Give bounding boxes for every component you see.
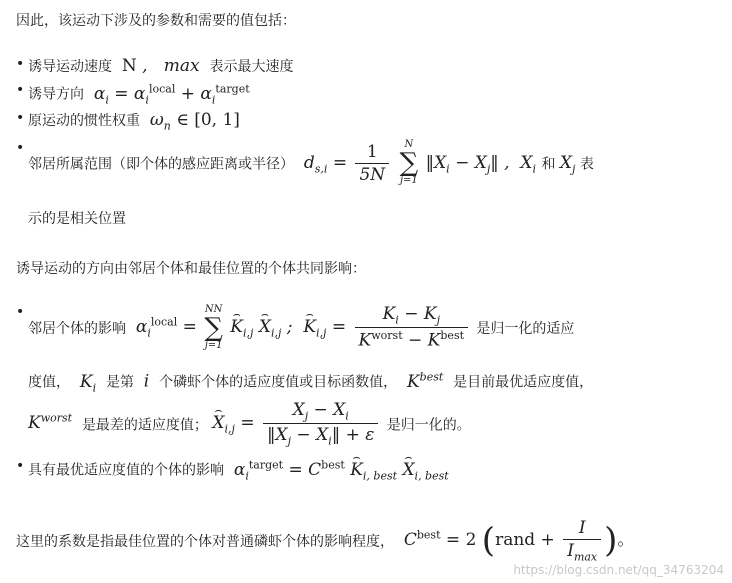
bullet-best bbox=[28, 458, 449, 482]
formula-target: $\alpha_i^{target} = C^{best}$ ⌢ $K_{i, best}$ ⌢ $X_{i, best}$ bbox=[228, 460, 448, 480]
bullet-range bbox=[28, 140, 594, 186]
bullet-direction bbox=[28, 82, 250, 106]
neighbor-cont1-d: 是目前最优适应度值， bbox=[453, 374, 594, 391]
formula-xhat: ⌢ $X_{i,j}$ = $\frac{X_j - X_i}{‖X_j - X_i‖ + \varepsilon}$ bbox=[212, 413, 386, 433]
bullet-direction-label: 诱导方向 bbox=[28, 86, 84, 103]
neighbor-cont1-b: 是第 bbox=[105, 374, 134, 391]
bullet-inertia-label: 原运动的惯性权重 bbox=[28, 113, 140, 129]
neighbor-cont1-a: 度值， bbox=[28, 374, 70, 391]
neighbor-cont2 bbox=[28, 400, 471, 448]
intro-text: 因此，该运动下涉及的参数和需要的值包括： bbox=[16, 13, 296, 29]
final-text: 这里的系数是指最佳位置的个体对普通磷虾个体的影响程度， bbox=[16, 534, 394, 551]
formula-d: $d_{s,i}$ = $\frac{1}{5N}$ N ∑ j=1 $‖X_i$ − $X_j‖$ , $X_i$ bbox=[298, 139, 537, 186]
bullet-speed-suffix: 表示最大速度 bbox=[209, 59, 294, 75]
bullet-range-cont: 示的是相关位置 bbox=[28, 211, 126, 227]
formula-cbest: $C^{best} = 2$ (rand + $\frac{I}{I_{max}}$ )。 bbox=[398, 518, 635, 564]
bullet-best-label: 具有最优适应度值的个体的影响 bbox=[28, 462, 224, 479]
watermark: https://blog.csdn.net/qq_34763204 bbox=[513, 563, 724, 577]
final-text-line bbox=[16, 518, 634, 563]
bullet-speed-label: 诱导运动速度 bbox=[28, 59, 112, 75]
formula-kworst: $K^{worst}$ bbox=[28, 411, 73, 434]
formula-local: $\alpha_i^{local}$ = NN ∑ j=1 ⌢ $K_{i,j}$ ⌢ $X_{i,j}$ ; ⌢ $K_{i,j}$ = $\frac{K_i - K_j}{K^{worst} - K^{best}}$ bbox=[130, 317, 476, 337]
section2-text: 诱导运动的方向由邻居个体和最佳位置的个体共同影响： bbox=[16, 261, 366, 277]
bullet-range-tail: 表 bbox=[579, 156, 594, 173]
bullet-neighbor-label: 邻居个体的影响 bbox=[28, 321, 126, 338]
bullet-range-and: 和 bbox=[541, 156, 556, 173]
neighbor-cont1 bbox=[28, 370, 593, 394]
bullet-inertia bbox=[28, 110, 240, 132]
formula-ki: $K_i$ bbox=[74, 371, 97, 395]
formula-kbest: $K^{best}$ bbox=[401, 370, 444, 392]
neighbor-cont1-c: 个磷虾个体的适应度值或目标函数值， bbox=[159, 374, 398, 391]
formula-omega: $\omega_n$ ∈ [0, 1] bbox=[144, 110, 240, 133]
neighbor-cont2-b: 是归一化的。 bbox=[386, 417, 471, 434]
formula-i: i bbox=[138, 371, 155, 392]
bullet-neighbor bbox=[28, 304, 574, 351]
bullet-range-label: 邻居所属范围（即个体的感应距离或半径） bbox=[28, 156, 294, 173]
formula-alpha: $\alpha_i = \alpha_i^{local} + \alpha_i^{target}$ bbox=[88, 82, 250, 107]
bullet-speed bbox=[28, 56, 293, 76]
bullet-neighbor-tail: 是归一化的适应 bbox=[476, 321, 575, 338]
formula-xj: $X_j$ bbox=[559, 152, 576, 175]
formula-n: N , max bbox=[121, 56, 205, 76]
neighbor-cont2-a: 是最差的适应度值； bbox=[81, 417, 208, 434]
